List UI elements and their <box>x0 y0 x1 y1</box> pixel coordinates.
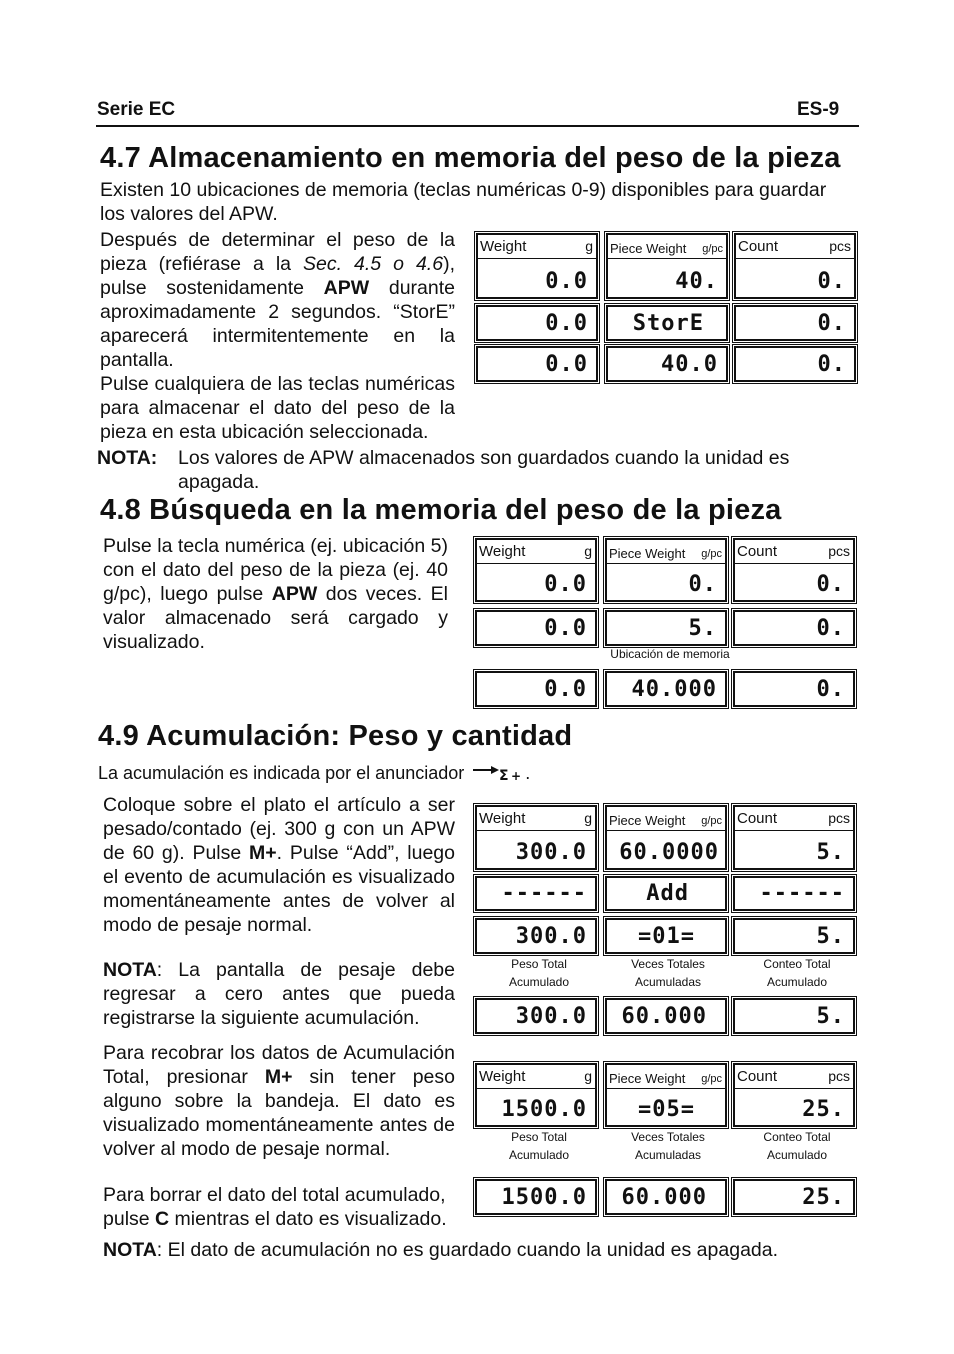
display-separator <box>607 563 725 564</box>
count-unit: pcs <box>828 1068 850 1084</box>
count-label: Count <box>737 543 778 560</box>
display-separator <box>736 258 854 259</box>
s49-piece-display-2 <box>605 876 727 911</box>
s49-intro <box>98 761 530 785</box>
s47-note-label: NOTA: <box>97 447 158 469</box>
weight-unit: g <box>584 543 592 559</box>
piece-weight-label: Piece Weight <box>610 241 687 256</box>
count-unit: pcs <box>828 810 850 826</box>
final-note-text: : El dato de acumulación no es guardado cuando la unidad es apagada. <box>156 1239 779 1261</box>
piece-weight-value: 60.000 <box>621 1004 707 1029</box>
weight-unit: g <box>585 238 593 254</box>
s47-count-display-2 <box>734 305 856 341</box>
weight-unit: g <box>584 1068 592 1084</box>
count-value: 0. <box>817 311 846 336</box>
s49-p1-key: M+ <box>249 842 277 864</box>
s48-piece-display-1 <box>605 538 727 602</box>
caption-line: Acumuladas <box>634 975 702 989</box>
s48-count-display-3 <box>733 671 855 707</box>
display-separator <box>607 830 725 831</box>
s47-intro-line2: los valores del APW. <box>100 203 278 225</box>
weight-value: 0.0 <box>545 311 588 336</box>
caption-line: Conteo Total <box>763 957 831 971</box>
accumulation-annunciator-icon <box>473 765 525 783</box>
weight-value: 0.0 <box>544 677 587 702</box>
s47-intro <box>100 178 860 226</box>
piece-weight-value: 5. <box>688 616 717 641</box>
piece-weight-value: StorE <box>632 311 704 336</box>
count-value: 5. <box>816 840 845 865</box>
caption-line: Acumulado <box>508 1148 570 1162</box>
s49-count-display-1 <box>733 805 855 870</box>
s48-paragraph <box>103 534 448 654</box>
s47-p1-c: durante aproximadamente 2 segundos. “StorE” aparecerá intermitentemente en la pantalla. <box>100 277 455 371</box>
piece-weight-unit: g/pc <box>701 815 722 827</box>
count-value: 25. <box>802 1097 845 1122</box>
count-value: 5. <box>816 924 845 949</box>
s47-note-line1: Los valores de APW almacenados son guardados cuando la unidad es <box>178 447 790 469</box>
caption-line: Acumulado <box>508 975 570 989</box>
piece-weight-value: 40. <box>675 269 718 294</box>
piece-weight-value: =05= <box>638 1097 695 1122</box>
s49-paragraph-3 <box>103 1183 455 1231</box>
s49-intro-text: La acumulación es indicada por el anunciador <box>98 763 465 783</box>
s49-p3-key: C <box>155 1208 170 1230</box>
s47-count-display-3 <box>734 346 856 382</box>
s49-count-display-4 <box>733 998 855 1034</box>
caption-line: Peso Total <box>511 957 567 971</box>
s48-piece-display-2 <box>605 610 727 646</box>
s47-weight-display-3 <box>476 346 598 382</box>
s47-p1-ref: Sec. 4.5 o 4.6 <box>303 253 444 275</box>
s47-piece-display-1 <box>606 233 728 299</box>
header-series: Serie EC <box>97 99 176 120</box>
s47-piece-display-3 <box>606 346 728 382</box>
piece-weight-label: Piece Weight <box>609 813 686 828</box>
piece-weight-unit: g/pc <box>702 243 723 255</box>
caption-line: Acumulado <box>766 1148 828 1162</box>
header-rule <box>96 125 859 127</box>
weight-value: 300.0 <box>515 924 587 949</box>
piece-weight-value: 60.000 <box>621 1185 707 1210</box>
s47-paragraph-1 <box>100 228 455 372</box>
s48-weight-display-2 <box>475 610 597 646</box>
weight-value: 300.0 <box>515 1004 587 1029</box>
weight-label: Weight <box>479 810 526 827</box>
svg-text:Σ: Σ <box>499 768 509 784</box>
s48-weight-display-1 <box>475 538 597 602</box>
s49-piece-display-4 <box>605 998 727 1034</box>
piece-weight-unit: g/pc <box>701 548 722 560</box>
s49-recall-weight-display <box>475 1063 597 1127</box>
s47-count-display-1 <box>734 233 856 299</box>
weight-value: 0.0 <box>545 269 588 294</box>
s48-weight-display-3 <box>475 671 597 707</box>
count-value: 25. <box>802 1185 845 1210</box>
weight-value: 0.0 <box>544 572 587 597</box>
s47-weight-display-2 <box>476 305 598 341</box>
weight-label: Weight <box>479 543 526 560</box>
s49-note-text: : La pantalla de pesaje debe regresar a cero antes que pueda registrarse la siguiente acumulación. <box>103 959 455 1029</box>
weight-label: Weight <box>479 1068 526 1085</box>
s49-recall-count-display-2 <box>733 1179 855 1215</box>
s49-final-note <box>103 1238 863 1262</box>
piece-weight-value: 0. <box>688 572 717 597</box>
count-label: Count <box>738 238 779 255</box>
caption-line: Veces Totales <box>631 957 705 971</box>
s47-p1-b: ), pulse sostenidamente <box>100 253 455 299</box>
s49-recall-count-display <box>733 1063 855 1127</box>
piece-weight-value: 40.000 <box>631 677 717 702</box>
s48-piece-display-3 <box>605 671 727 707</box>
display-separator <box>478 258 596 259</box>
piece-weight-value: 40.0 <box>661 352 718 377</box>
s47-weight-display-1 <box>476 233 598 299</box>
display-separator <box>735 1088 853 1089</box>
section-4-8-title: 4.8 Búsqueda en la memoria del peso de la pieza <box>100 494 782 526</box>
s49-weight-display-1 <box>475 805 597 870</box>
display-separator <box>735 563 853 564</box>
piece-weight-value: =01= <box>638 924 695 949</box>
s49-intro-end: . <box>525 763 531 783</box>
section-4-9-title: 4.9 Acumulación: Peso y cantidad <box>98 720 573 752</box>
svg-text:+: + <box>511 769 522 784</box>
note-label: NOTA <box>103 959 157 981</box>
count-value: 5. <box>816 1004 845 1029</box>
caption-total-times-2 <box>603 1128 733 1164</box>
s49-note <box>103 958 455 1030</box>
s47-intro-line1: Existen 10 ubicaciones de memoria (teclas numéricas 0-9) disponibles para guardar <box>100 179 827 201</box>
display-separator <box>735 830 853 831</box>
weight-value: 0.0 <box>544 616 587 641</box>
display-separator <box>608 258 726 259</box>
s47-note-line2: apagada. <box>178 471 260 493</box>
caption-line: Peso Total <box>511 1130 567 1144</box>
s49-p3-b: mientras el dato es visualizado. <box>169 1208 447 1230</box>
s48-p-b: dos veces. El valor almacenado será cargado y visualizado. <box>103 583 448 653</box>
piece-weight-value: 60.0000 <box>619 840 719 865</box>
caption-total-weight-2 <box>475 1128 603 1164</box>
s47-paragraph-2: Pulse cualquiera de las teclas numéricas para almacenar el dato del peso de la pieza en esta ubicación seleccionada. <box>100 373 455 443</box>
count-value: 0. <box>816 616 845 641</box>
s49-weight-display-3 <box>475 918 597 954</box>
piece-weight-value: Add <box>646 881 689 906</box>
weight-unit: g <box>584 810 592 826</box>
s49-recall-weight-display-2 <box>475 1179 597 1215</box>
s49-piece-display-1 <box>605 805 727 870</box>
count-value: 0. <box>817 269 846 294</box>
weight-value: 1500.0 <box>501 1097 587 1122</box>
s47-p1-key: APW <box>323 277 370 299</box>
s49-paragraph-1 <box>103 793 455 937</box>
caption-total-count-2 <box>733 1128 861 1164</box>
caption-total-times <box>603 955 733 991</box>
count-value: 0. <box>816 677 845 702</box>
weight-value: 1500.0 <box>501 1185 587 1210</box>
s47-piece-display-2 <box>606 305 728 341</box>
piece-weight-label: Piece Weight <box>609 1071 686 1086</box>
weight-value: 300.0 <box>515 840 587 865</box>
s48-p-key: APW <box>271 583 318 605</box>
caption-line: Veces Totales <box>631 1130 705 1144</box>
caption-line: Conteo Total <box>763 1130 831 1144</box>
s49-weight-display-4 <box>475 998 597 1034</box>
caption-line: Acumulado <box>766 975 828 989</box>
count-unit: pcs <box>829 238 851 254</box>
s49-count-display-3 <box>733 918 855 954</box>
s49-p1-b: . Pulse “Add”, luego el evento de acumulación es visualizado momentáneamente antes de volver al modo de pesaje normal. <box>103 842 455 936</box>
piece-weight-label: Piece Weight <box>609 546 686 561</box>
weight-value: 0.0 <box>545 352 588 377</box>
count-label: Count <box>737 1068 778 1085</box>
s48-count-display-2 <box>733 610 855 646</box>
memory-location-caption: Ubicación de memoria <box>610 647 730 661</box>
s49-weight-display-2 <box>475 876 597 911</box>
s49-p1-a: Coloque sobre el plato el artículo a ser pesado/contado (ej. 300 g con un APW de 60 g). Pulse <box>103 794 455 864</box>
s48-count-display-1 <box>733 538 855 602</box>
s49-recall-piece-display <box>605 1063 727 1127</box>
count-value: ------ <box>759 881 845 906</box>
section-4-7-title: 4.7 Almacenamiento en memoria del peso de la pieza <box>100 142 841 174</box>
piece-weight-unit: g/pc <box>701 1073 722 1085</box>
display-separator <box>477 1088 595 1089</box>
header-page-number: ES-9 <box>797 99 840 120</box>
display-separator <box>477 830 595 831</box>
s49-piece-display-3 <box>605 918 727 954</box>
s49-p2-a: Para recobrar los datos de Acumulación Total, presionar <box>103 1042 455 1088</box>
caption-total-weight <box>475 955 603 991</box>
display-separator <box>607 1088 725 1089</box>
count-value: 0. <box>816 572 845 597</box>
s47-p1-a: Después de determinar el peso de la pieza (refiérase a la <box>100 229 455 275</box>
count-unit: pcs <box>828 543 850 559</box>
s49-recall-piece-display-2 <box>605 1179 727 1215</box>
s49-paragraph-2 <box>103 1041 455 1161</box>
caption-total-count <box>733 955 861 991</box>
weight-value: ------ <box>501 881 587 906</box>
count-value: 0. <box>817 352 846 377</box>
s49-p2-key: M+ <box>264 1066 293 1088</box>
s49-p3-a: Para borrar el dato del total acumulado, pulse <box>103 1184 446 1230</box>
count-label: Count <box>737 810 778 827</box>
s49-p2-b: sin tener peso alguno sobre la bandeja. El dato es visualizado momentáneamente antes de volver al modo de pesaje normal. <box>103 1066 455 1160</box>
s48-p-a: Pulse la tecla numérica (ej. ubicación 5) con el dato del peso de la pieza (ej. 40 g/pc), luego pulse <box>103 535 448 605</box>
display-separator <box>477 563 595 564</box>
caption-line: Acumuladas <box>634 1148 702 1162</box>
weight-label: Weight <box>480 238 527 255</box>
s47-note-text <box>178 446 843 494</box>
note-label: NOTA <box>103 1239 157 1261</box>
note-label: NOTA <box>97 447 151 469</box>
s49-count-display-2 <box>733 876 855 911</box>
